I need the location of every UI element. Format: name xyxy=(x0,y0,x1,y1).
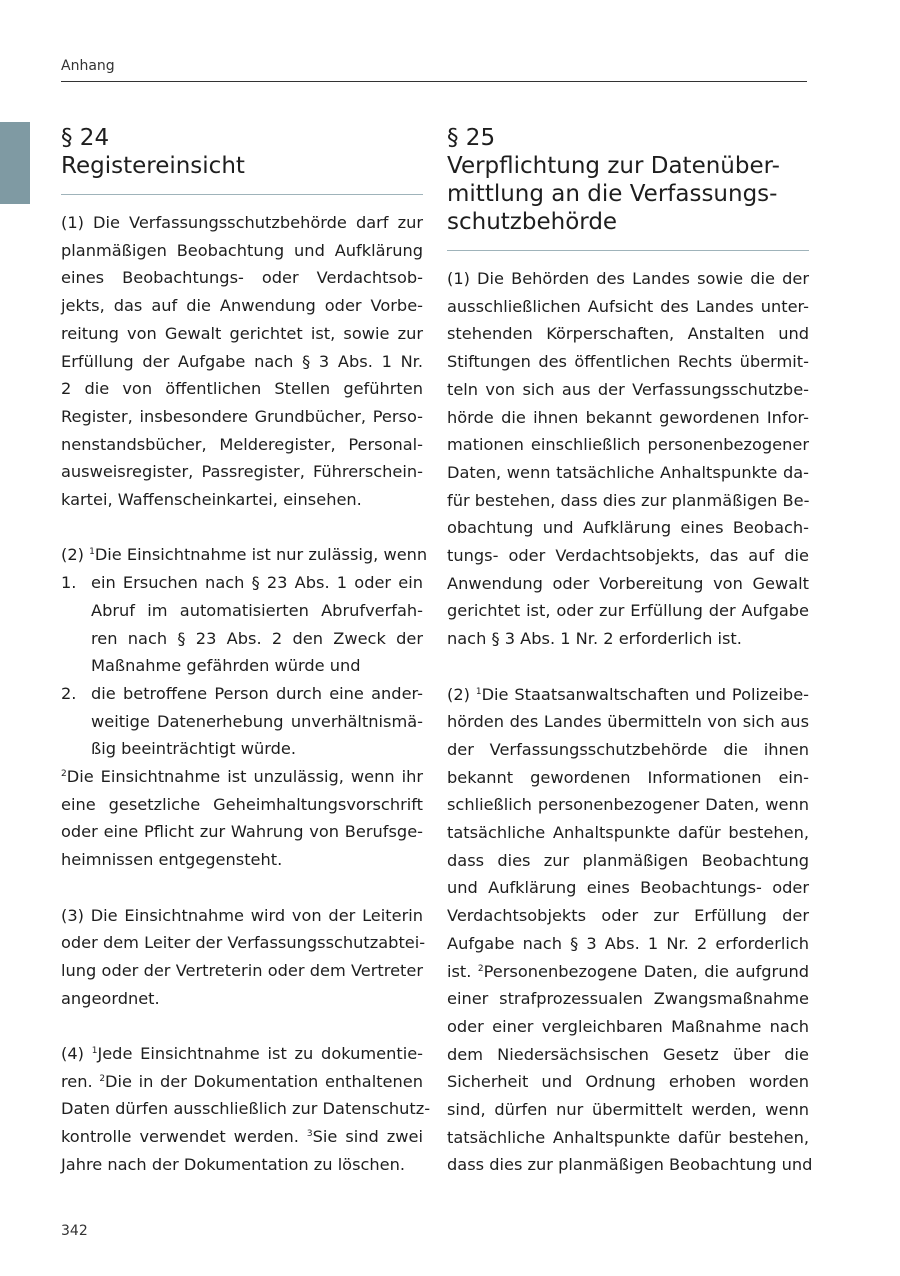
text-line: ren. $^2$Die in der Dokumentation enthaltenen xyxy=(61,1071,423,1091)
text-line: Verdachtsobjekts oder zur Erfüllung der xyxy=(447,906,809,926)
text-line: hörde die ihnen bekannt gewordenen Infor- xyxy=(447,407,809,427)
text-line: lung oder der Vertreterin oder dem Vertreter xyxy=(61,960,423,980)
text-line: mationen einschließlich personenbezogener xyxy=(447,435,809,455)
text-line: dem Niedersächsischen Gesetz über die xyxy=(447,1044,809,1064)
list-number: 2. xyxy=(61,683,77,703)
text-line: oder einer vergleichbaren Maßnahme nach xyxy=(447,1016,809,1036)
text-line: hörden des Landes übermitteln von sich aus xyxy=(447,712,809,732)
text-line: nach § 3 Abs. 1 Nr. 2 erforderlich ist. xyxy=(447,629,742,649)
text-line: die betroffene Person durch eine ander- xyxy=(91,683,423,703)
text-line: ein Ersuchen nach § 23 Abs. 1 oder ein xyxy=(91,573,423,593)
paragraph-4 xyxy=(61,1040,431,1179)
text-line: Aufgabe nach § 3 Abs. 1 Nr. 2 erforderlich xyxy=(447,933,809,953)
text-line: planmäßigen Beobachtung und Aufklärung xyxy=(61,240,423,260)
text-line: bekannt gewordenen Informationen ein- xyxy=(447,767,809,787)
text-line: jekts, das auf die Anwendung oder Vorbe- xyxy=(61,296,423,316)
text-line: (1) Die Behörden des Landes sowie die der xyxy=(447,269,809,288)
text-line: teln von sich aus der Verfassungsschutzbe- xyxy=(447,379,809,399)
page-number: 342 xyxy=(61,1223,88,1239)
text-line: (2) $^1$Die Staatsanwaltschaften und Polizeibe- xyxy=(447,684,809,704)
section-title: Verpflichtung zur Datenüber- mittlung an die Verfassungs- schutzbehörde xyxy=(447,153,780,235)
text-line: angeordnet. xyxy=(61,988,160,1008)
sentence-number: 2 xyxy=(99,1073,106,1084)
text-line: eines Beobachtungs- oder Verdachtsob- xyxy=(61,268,423,288)
sentence-number: 3 xyxy=(306,1129,313,1140)
text-line: dass dies zur planmäßigen Beobachtung xyxy=(447,850,809,870)
text-line: oder eine Pflicht zur Wahrung von Berufsge- xyxy=(61,822,423,842)
text-line: obachtung und Aufklärung eines Beobach- xyxy=(447,518,809,538)
left-column xyxy=(61,124,431,1179)
sentence-number: 2 xyxy=(61,769,67,780)
text-line: ausweisregister, Passregister, Führerschein- xyxy=(61,462,423,482)
text-line: eine gesetzliche Geheimhaltungsvorschrift xyxy=(61,794,423,814)
text-line: 2 die von öffentlichen Stellen geführten xyxy=(61,379,423,399)
text-line: Daten, wenn tatsächliche Anhaltspunkte da- xyxy=(447,462,809,482)
text-line: kontrolle verwendet werden. $^3$Sie sind zwei xyxy=(61,1127,424,1147)
section-rule xyxy=(447,250,809,251)
sentence-number: 1 xyxy=(89,547,95,558)
paragraph-2 xyxy=(447,681,813,1180)
sentence-number: 2 xyxy=(477,963,484,974)
text-line: ausschließlichen Aufsicht des Landes unter- xyxy=(447,296,809,316)
paragraph-3 xyxy=(61,902,426,1013)
right-column xyxy=(447,124,813,1179)
text-line: der Verfassungsschutzbehörde die ihnen xyxy=(447,739,809,759)
list-item xyxy=(61,569,423,680)
text-line: Daten dürfen ausschließlich zur Datenschutz- xyxy=(61,1099,431,1119)
text-line: Jahre nach der Dokumentation zu löschen. xyxy=(61,1154,406,1174)
text-line: (2) $^1$Die Einsichtnahme ist nur zulässig, wenn xyxy=(61,545,428,565)
text-line: (1) Die Verfassungsschutzbehörde darf zur xyxy=(61,213,423,232)
paragraph-1 xyxy=(61,209,423,514)
text-line: Register, insbesondere Grundbücher, Perso- xyxy=(61,406,423,426)
text-line: oder dem Leiter der Verfassungsschutzabtei- xyxy=(61,933,426,953)
text-line: und Aufklärung eines Beobachtungs- oder xyxy=(447,878,809,898)
list-item xyxy=(61,680,423,763)
sentence-number: 1 xyxy=(475,686,482,697)
text-line: tungs- oder Verdachtsobjekts, das auf die xyxy=(447,546,809,566)
chapter-tab-marker xyxy=(0,122,30,204)
text-line: ßig beeinträchtigt würde. xyxy=(91,739,297,759)
text-line: sind, dürfen nur übermittelt werden, wenn xyxy=(447,1100,809,1120)
text-line: Erfüllung der Aufgabe nach § 3 Abs. 1 Nr. xyxy=(61,351,423,371)
list-number: 1. xyxy=(61,573,77,593)
section-number: § 25 xyxy=(447,125,496,151)
text-line: Abruf im automatisierten Abrufverfah- xyxy=(91,600,423,620)
text-line: (4) $^1$Jede Einsichtnahme ist zu dokumentie- xyxy=(61,1044,424,1064)
text-line: dass dies zur planmäßigen Beobachtung und xyxy=(447,1155,813,1175)
text-line: nenstandsbücher, Melderegister, Personal- xyxy=(61,434,423,454)
text-line: einer strafprozessualen Zwangsmaßnahme xyxy=(447,989,809,1009)
text-line: für bestehen, dass dies zur planmäßigen Be- xyxy=(447,490,810,510)
text-line: ist. $^2$Personenbezogene Daten, die aufgrund xyxy=(447,961,809,981)
paragraph-1 xyxy=(447,265,809,653)
text-line: reitung von Gewalt gerichtet ist, sowie zur xyxy=(61,323,423,343)
text-line: Maßnahme gefährden würde und xyxy=(91,656,361,676)
text-line: kartei, Waffenscheinkartei, einsehen. xyxy=(61,490,362,510)
section-rule xyxy=(61,194,423,195)
text-line: Stiftungen des öffentlichen Rechts übermit- xyxy=(447,352,809,372)
text-line: gerichtet ist, oder zur Erfüllung der Aufgabe xyxy=(447,601,809,621)
header-rule xyxy=(61,81,807,82)
text-line: stehenden Körperschaften, Anstalten und xyxy=(447,324,809,344)
text-line: Anwendung oder Vorbereitung von Gewalt xyxy=(447,573,809,593)
text-line: schließlich personenbezogener Daten, wenn xyxy=(447,795,809,815)
text-line: $^2$Die Einsichtnahme ist unzulässig, wenn ihr xyxy=(61,767,423,787)
text-line: heimnissen entgegensteht. xyxy=(61,850,283,870)
text-line: (3) Die Einsichtnahme wird von der Leiterin xyxy=(61,905,423,925)
section-title: Registereinsicht xyxy=(61,153,245,179)
text-line: tatsächliche Anhaltspunkte dafür bestehen, xyxy=(447,823,809,843)
text-line: weitige Datenerhebung unverhältnismä- xyxy=(91,711,423,731)
text-line: tatsächliche Anhaltspunkte dafür bestehen, xyxy=(447,1127,809,1147)
text-line: Sicherheit und Ordnung erhoben worden xyxy=(447,1072,809,1092)
section-number: § 24 xyxy=(61,125,110,151)
running-header: Anhang xyxy=(61,58,115,74)
text-line: ren nach § 23 Abs. 2 den Zweck der xyxy=(91,628,423,648)
paragraph-2 xyxy=(61,541,428,873)
sentence-number: 1 xyxy=(91,1046,98,1057)
